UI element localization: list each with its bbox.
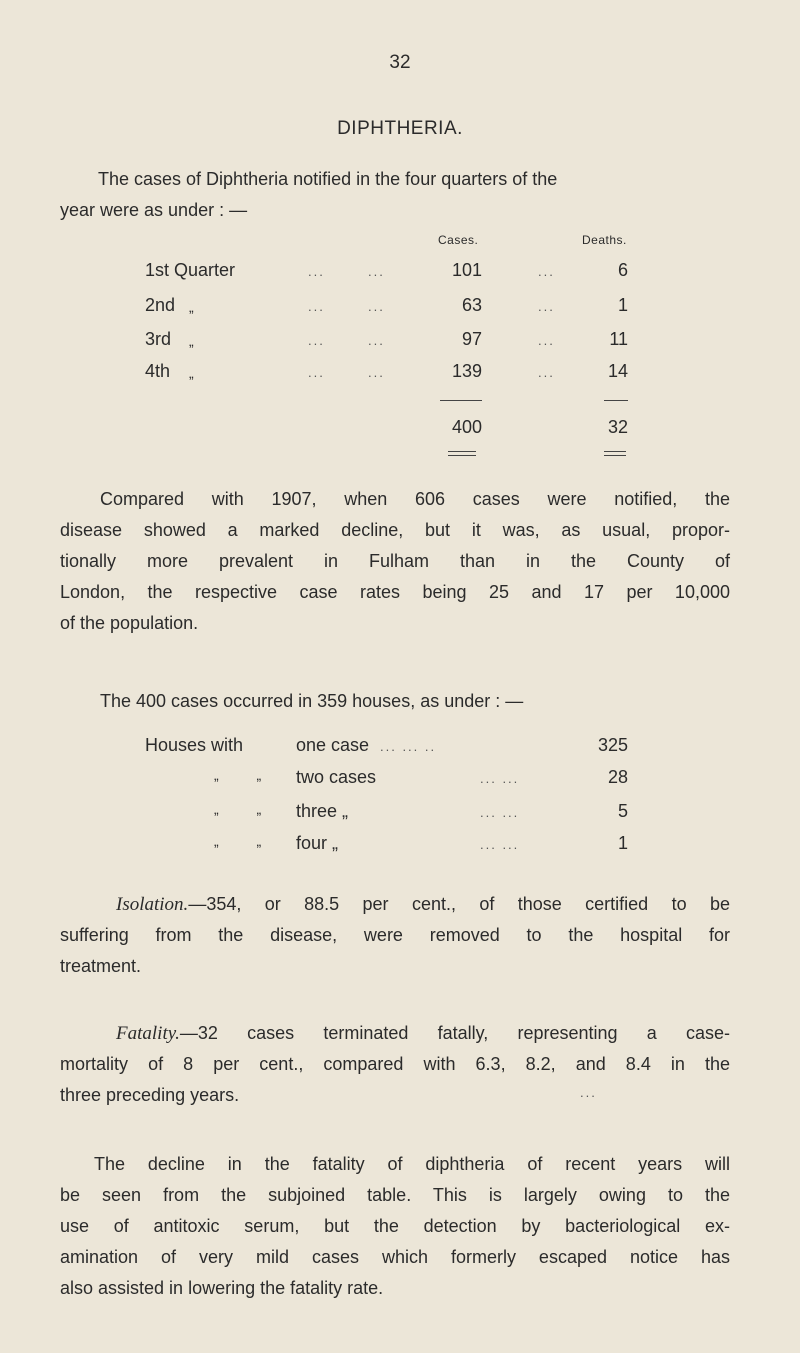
page-number: 32 xyxy=(389,52,411,73)
comparison-line: disease showed a marked decline, but it was, as usual, propor- xyxy=(60,520,730,540)
intro-line: The cases of Diphtheria notified in the four quarters of the xyxy=(98,169,558,189)
deaths-header: Deaths. xyxy=(582,233,627,247)
quarter-label: 3rd xyxy=(145,329,172,349)
total-double-rule xyxy=(448,451,476,452)
quarter-deaths: 6 xyxy=(617,260,628,280)
fatality-paragraph xyxy=(60,1018,730,1111)
leader-dots: ... xyxy=(308,365,325,380)
isolation-line xyxy=(60,889,730,920)
fatality-line: three preceding years. xyxy=(60,1085,240,1105)
houses-desc: four „ xyxy=(296,833,339,853)
fatality-line: mortality of 8 per cent., compared with 6.3, 8.2, and 8.4 in the xyxy=(60,1054,730,1074)
quarter-cases: 101 xyxy=(451,260,482,280)
ditto-mark: „ xyxy=(189,299,194,315)
leader-dots: ... xyxy=(538,365,555,380)
stray-dots: ... xyxy=(580,1085,597,1100)
cases-header: Cases. xyxy=(438,233,479,247)
comparison-paragraph xyxy=(60,484,730,639)
isolation-title: Isolation. xyxy=(116,894,189,915)
intro-line: year were as under : — xyxy=(60,200,248,220)
comparison-line: tionally more prevalent in Fulham than in the County of xyxy=(60,551,730,571)
quarter-cases: 97 xyxy=(461,329,482,349)
decline-line: amination of very mild cases which formerly escaped notice has xyxy=(60,1247,730,1267)
total-cases: 400 xyxy=(451,417,482,437)
houses-desc: one case xyxy=(296,735,370,755)
leader-dots: ... xyxy=(368,299,385,314)
leader-dots: ... ... .. xyxy=(380,739,437,754)
quarter-label: 2nd xyxy=(145,295,176,315)
houses-count: 28 xyxy=(607,767,628,787)
decline-line: also assisted in lowering the fatality rate. xyxy=(60,1278,384,1298)
houses-intro: The 400 cases occurred in 359 houses, as under : — xyxy=(100,691,524,711)
comparison-line: London, the respective case rates being 25 and 17 per 10,000 xyxy=(60,582,730,602)
fatality-title: Fatality. xyxy=(116,1023,180,1044)
leader-dots: ... xyxy=(308,299,325,314)
houses-prefix: „ „ xyxy=(214,833,262,849)
houses-count: 1 xyxy=(617,833,628,853)
leader-dots: ... xyxy=(308,333,325,348)
total-double-rule xyxy=(604,455,626,456)
houses-prefix: „ „ xyxy=(214,801,262,817)
leader-dots: ... xyxy=(368,365,385,380)
leader-dots: ... xyxy=(368,264,385,279)
comparison-line: of the population. xyxy=(60,613,199,633)
isolation-paragraph xyxy=(60,889,730,982)
quarter-deaths: 11 xyxy=(609,329,628,349)
ditto-mark: „ xyxy=(189,333,194,349)
decline-line: The decline in the fatality of diphtheria of recent years will xyxy=(94,1154,730,1174)
leader-dots: ... xyxy=(308,264,325,279)
houses-desc: two cases xyxy=(296,767,377,787)
decline-paragraph xyxy=(60,1149,730,1304)
decline-line: be seen from the subjoined table. This is largely owing to the xyxy=(60,1185,730,1205)
subtotal-rule xyxy=(440,400,482,401)
subtotal-rule xyxy=(604,400,628,401)
decline-line: use of antitoxic serum, but the detection by bacteriological ex- xyxy=(60,1216,730,1236)
houses-desc: three „ xyxy=(296,801,349,821)
leader-dots: ... xyxy=(538,299,555,314)
total-deaths: 32 xyxy=(607,417,628,437)
fatality-text: —32 cases terminated fatally, representing a case- xyxy=(179,1023,730,1043)
quarter-label: 4th xyxy=(145,361,171,381)
quarter-label: 1st Quarter xyxy=(145,260,236,280)
quarter-deaths: 14 xyxy=(607,361,628,381)
intro-paragraph xyxy=(60,164,730,226)
leader-dots: ... ... xyxy=(480,771,520,786)
ditto-mark: „ xyxy=(189,365,194,381)
isolation-line: treatment. xyxy=(60,956,142,976)
leader-dots: ... xyxy=(538,264,555,279)
fatality-line xyxy=(60,1018,730,1049)
page-heading: DIPHTHERIA. xyxy=(337,118,463,139)
quarter-deaths: 1 xyxy=(617,295,628,315)
leader-dots: ... ... xyxy=(480,805,520,820)
total-double-rule xyxy=(448,455,476,456)
total-double-rule xyxy=(604,451,626,452)
quarter-cases: 63 xyxy=(461,295,482,315)
isolation-text: —354, or 88.5 per cent., of those certified to be xyxy=(188,894,730,914)
houses-prefix: Houses with xyxy=(145,735,244,755)
quarter-cases: 139 xyxy=(451,361,482,381)
leader-dots: ... xyxy=(538,333,555,348)
houses-prefix: „ „ xyxy=(214,767,262,783)
houses-count: 325 xyxy=(597,735,628,755)
leader-dots: ... ... xyxy=(480,837,520,852)
leader-dots: ... xyxy=(368,333,385,348)
houses-count: 5 xyxy=(617,801,628,821)
comparison-line: Compared with 1907, when 606 cases were notified, the xyxy=(100,489,730,509)
isolation-line: suffering from the disease, were removed to the hospital for xyxy=(60,925,730,945)
